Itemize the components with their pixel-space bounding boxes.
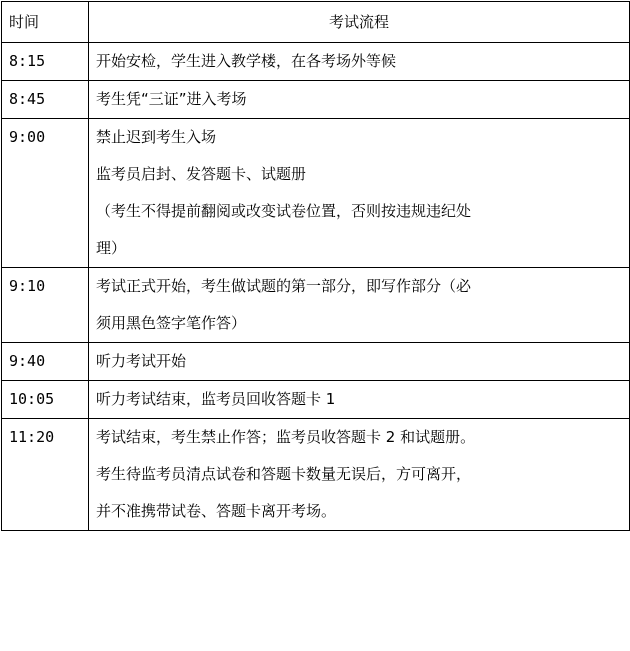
process-line: 考生凭“三证”进入考场 [96, 90, 247, 108]
table-row [2, 419, 630, 531]
table-row [2, 381, 630, 419]
row-time [2, 419, 89, 531]
row-time [2, 43, 89, 81]
process-line: 监考员启封、发答题卡、试题册 [96, 165, 307, 183]
exam-schedule-table [1, 1, 630, 531]
process-line: 理） [96, 239, 127, 257]
process-line: 禁止迟到考生入场 [96, 128, 217, 146]
table-header-row [2, 2, 630, 43]
process-line: 考试正式开始，考生做试题的第一部分，即写作部分（必 [96, 277, 472, 295]
row-time [2, 343, 89, 381]
row-time [2, 81, 89, 119]
row-process [89, 381, 630, 419]
header-process: 考试流程 [89, 2, 630, 43]
table-row [2, 268, 630, 343]
row-process [89, 268, 630, 343]
process-line: 考生待监考员清点试卷和答题卡数量无误后，方可离开， [96, 465, 472, 483]
row-time [2, 381, 89, 419]
time-text: 8:45 [9, 90, 46, 108]
row-time [2, 119, 89, 268]
time-text: 9:00 [9, 128, 46, 146]
time-text: 9:40 [9, 352, 46, 370]
process-line: 考试结束，考生禁止作答；监考员收答题卡 2 和试题册。 [96, 428, 476, 446]
process-line: 须用黑色签字笔作答） [96, 314, 247, 332]
row-process [89, 43, 630, 81]
time-text: 8:15 [9, 52, 46, 70]
row-process [89, 81, 630, 119]
row-process [89, 419, 630, 531]
process-line: 听力考试开始 [96, 352, 187, 370]
header-time: 时间 [2, 2, 89, 43]
row-time [2, 268, 89, 343]
row-process [89, 343, 630, 381]
table-row [2, 43, 630, 81]
table-row [2, 343, 630, 381]
row-process [89, 119, 630, 268]
time-text: 11:20 [9, 428, 55, 446]
time-text: 10:05 [9, 390, 55, 408]
process-line: 并不准携带试卷、答题卡离开考场。 [96, 502, 337, 520]
process-line: 开始安检，学生进入教学楼，在各考场外等候 [96, 52, 397, 70]
process-line: 听力考试结束，监考员回收答题卡 1 [96, 390, 336, 408]
time-text: 9:10 [9, 277, 46, 295]
table-row [2, 81, 630, 119]
process-line: （考生不得提前翻阅或改变试卷位置，否则按违规违纪处 [96, 202, 472, 220]
table-row [2, 119, 630, 268]
